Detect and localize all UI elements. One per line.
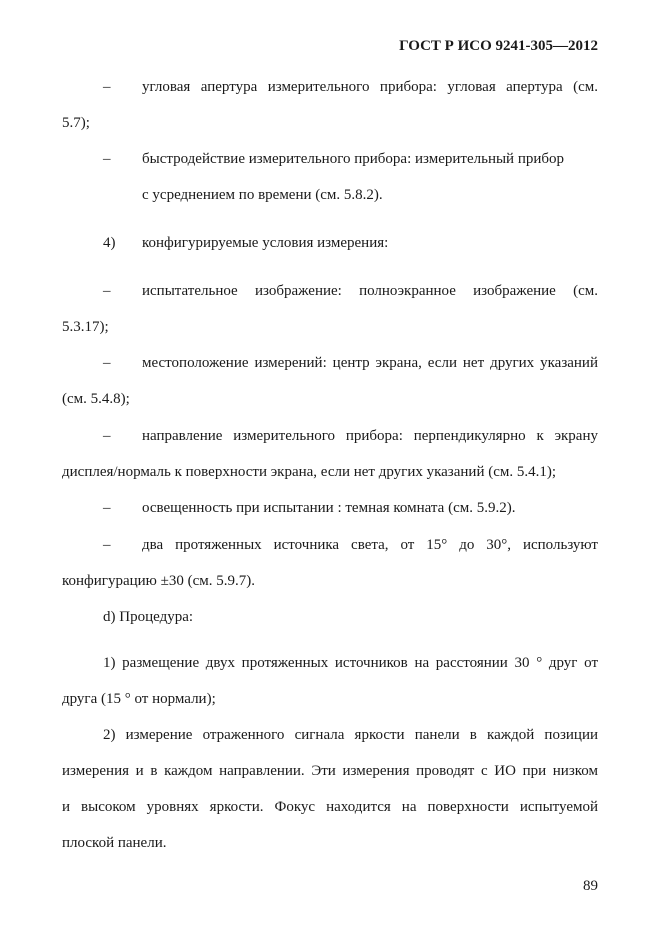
document-header: ГОСТ Р ИСО 9241-305—2012 [399, 38, 598, 54]
list-dash: – [103, 283, 111, 299]
section-heading: d) Процедура: [103, 609, 194, 625]
list-item-continuation: конфигурацию ±30 (см. 5.9.7). [62, 573, 255, 589]
list-dash: – [103, 500, 111, 516]
list-item-text: быстродействие измерительного прибора: измерительный прибор [142, 151, 565, 167]
list-item-text: освещенность при испытании : темная комната (см. 5.9.2). [142, 500, 516, 516]
list-item-text: угловая апертура измерительного прибора: угловая апертура (см. [142, 79, 598, 95]
list-dash: – [103, 355, 111, 371]
list-dash: – [103, 79, 111, 95]
procedure-step-continuation: друга (15 ° от нормали); [62, 691, 216, 707]
list-item-continuation: дисплея/нормаль к поверхности экрана, если нет других указаний (см. 5.4.1); [62, 464, 557, 480]
list-item-continuation: (см. 5.4.8); [62, 391, 130, 407]
list-item-text: направление измерительного прибора: перпендикулярно к экрану [142, 428, 598, 444]
list-item-text: два протяженных источника света, от 15° до 30°, используют [142, 537, 598, 553]
list-number: 4) [103, 235, 116, 251]
list-dash: – [103, 428, 111, 444]
procedure-step-text: 2) измерение отраженного сигнала яркости панели в каждой позиции [103, 727, 598, 743]
list-item-continuation: 5.7); [62, 115, 90, 131]
list-item-text: местоположение измерений: центр экрана, если нет других указаний [142, 355, 598, 371]
list-dash: – [103, 537, 111, 553]
procedure-step-continuation: и высоком уровнях яркости. Фокус находится на поверхности испытуемой [62, 799, 598, 815]
procedure-step-text: 1) размещение двух протяженных источников на расстоянии 30 ° друг от [103, 655, 598, 671]
list-item-text: испытательное изображение: полноэкранное изображение (см. [142, 283, 598, 299]
list-dash: – [103, 151, 111, 167]
procedure-step-continuation: измерения и в каждом направлении. Эти измерения проводят с ИО при низком [62, 763, 598, 779]
list-item-continuation: с усреднением по времени (см. 5.8.2). [142, 187, 383, 203]
list-item-continuation: 5.3.17); [62, 319, 109, 335]
page-number: 89 [583, 878, 598, 894]
list-item-text: конфигурируемые условия измерения: [142, 235, 389, 251]
procedure-step-continuation: плоской панели. [62, 835, 167, 851]
